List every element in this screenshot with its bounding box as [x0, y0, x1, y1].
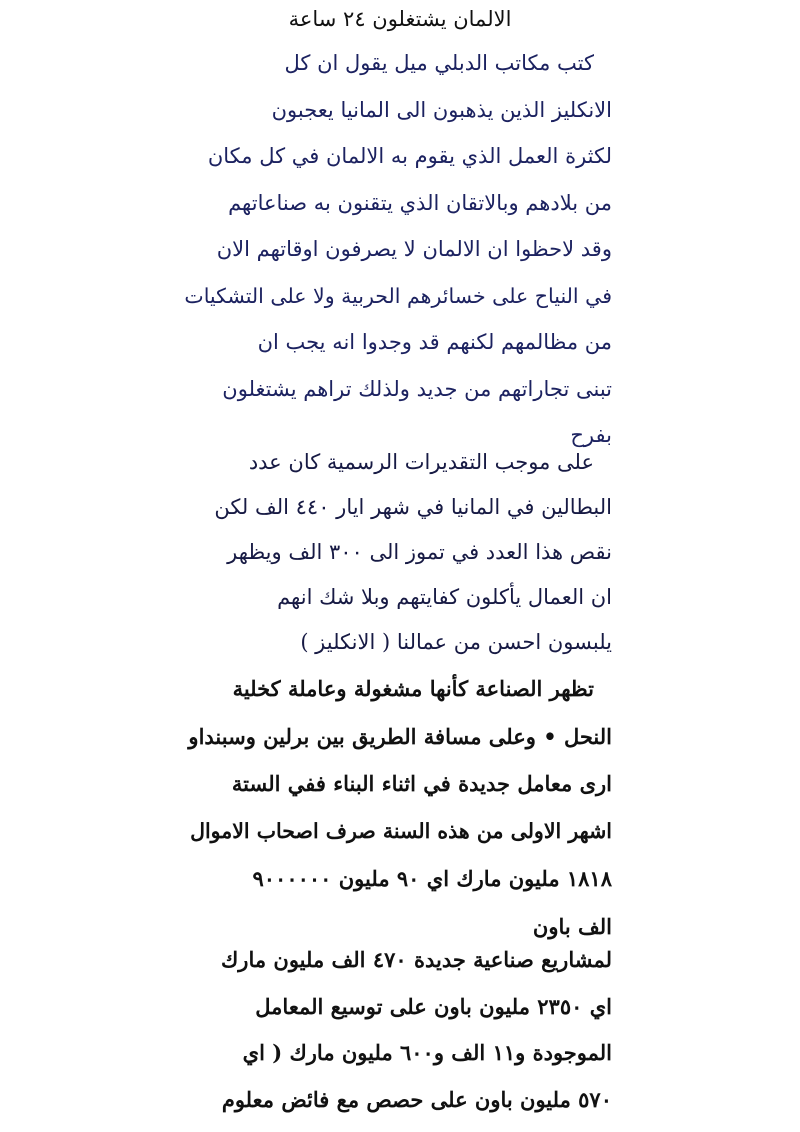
text-line: في النياح على خسائرهم الحربية ولا على التشكيات	[184, 283, 612, 308]
text-line: من بلادهم وبالاتقان الذي يتقنون به صناعاتهم	[228, 190, 612, 215]
text-line: الانكليز الذين يذهبون الى المانيا يعجبون	[271, 97, 612, 122]
text-line: تبنى تجاراتهم من جديد ولذلك تراهم يشتغلون	[222, 376, 612, 401]
text-line: على موجب التقديرات الرسمية كان عدد	[248, 450, 594, 474]
paragraph-2	[182, 440, 612, 665]
text-line: النحل • وعلى مسافة الطريق بين برلين وسبنداو	[188, 723, 612, 749]
text-line: البطالين في المانيا في شهر ايار ٤٤٠ الف لكن	[214, 495, 612, 519]
text-line: الموجودة و١١ الف و٦٠٠ مليون مارك ( اي	[242, 1040, 612, 1065]
article-title: الالمان يشتغلون ٢٤ ساعة	[288, 7, 512, 31]
text-line: من مظالمهم لكنهم قد وجدوا انه يجب ان	[257, 330, 612, 354]
text-line: الف باون	[532, 913, 612, 939]
text-line: تظهر الصناعة كأنها مشغولة وعاملة كخلية	[232, 676, 594, 701]
text-line: اشهر الاولى من هذه السنة صرف اصحاب الاموال	[190, 818, 612, 843]
text-line: اي ٢٣٥٠ مليون باون على توسيع المعامل	[255, 993, 612, 1019]
text-line: وقد لاحظوا ان الالمان لا يصرفون اوقاتهم الان	[216, 237, 612, 261]
paragraph-1	[182, 40, 612, 459]
paragraph-4	[182, 937, 612, 1123]
text-line: ارى معامل جديدة في اثناء البناء ففي الستة	[231, 771, 612, 796]
text-line: يلبسون احسن من عمالنا ( الانكليز )	[300, 630, 612, 654]
text-line: لكثرة العمل الذي يقوم به الالمان في كل مكان	[207, 144, 612, 168]
text-line: ١٨١٨ مليون مارك اي ٩٠ مليون ٩٠٠٠٠٠٠	[252, 866, 612, 891]
text-line: ٥٧٠ مليون باون على حصص مع فائض معلوم	[221, 1086, 612, 1112]
text-line: بفرح	[570, 423, 612, 447]
text-line: لمشاريع صناعية جديدة ٤٧٠ الف مليون مارك	[221, 947, 612, 972]
text-line: ان العمال يأكلون كفايتهم وبلا شك انهم	[277, 585, 612, 609]
text-line: كتب مكاتب الدبلي ميل يقول ان كل	[284, 51, 594, 75]
paragraph-3	[182, 665, 612, 950]
text-line: نقص هذا العدد في تموز الى ٣٠٠ الف ويظهر	[227, 540, 612, 564]
